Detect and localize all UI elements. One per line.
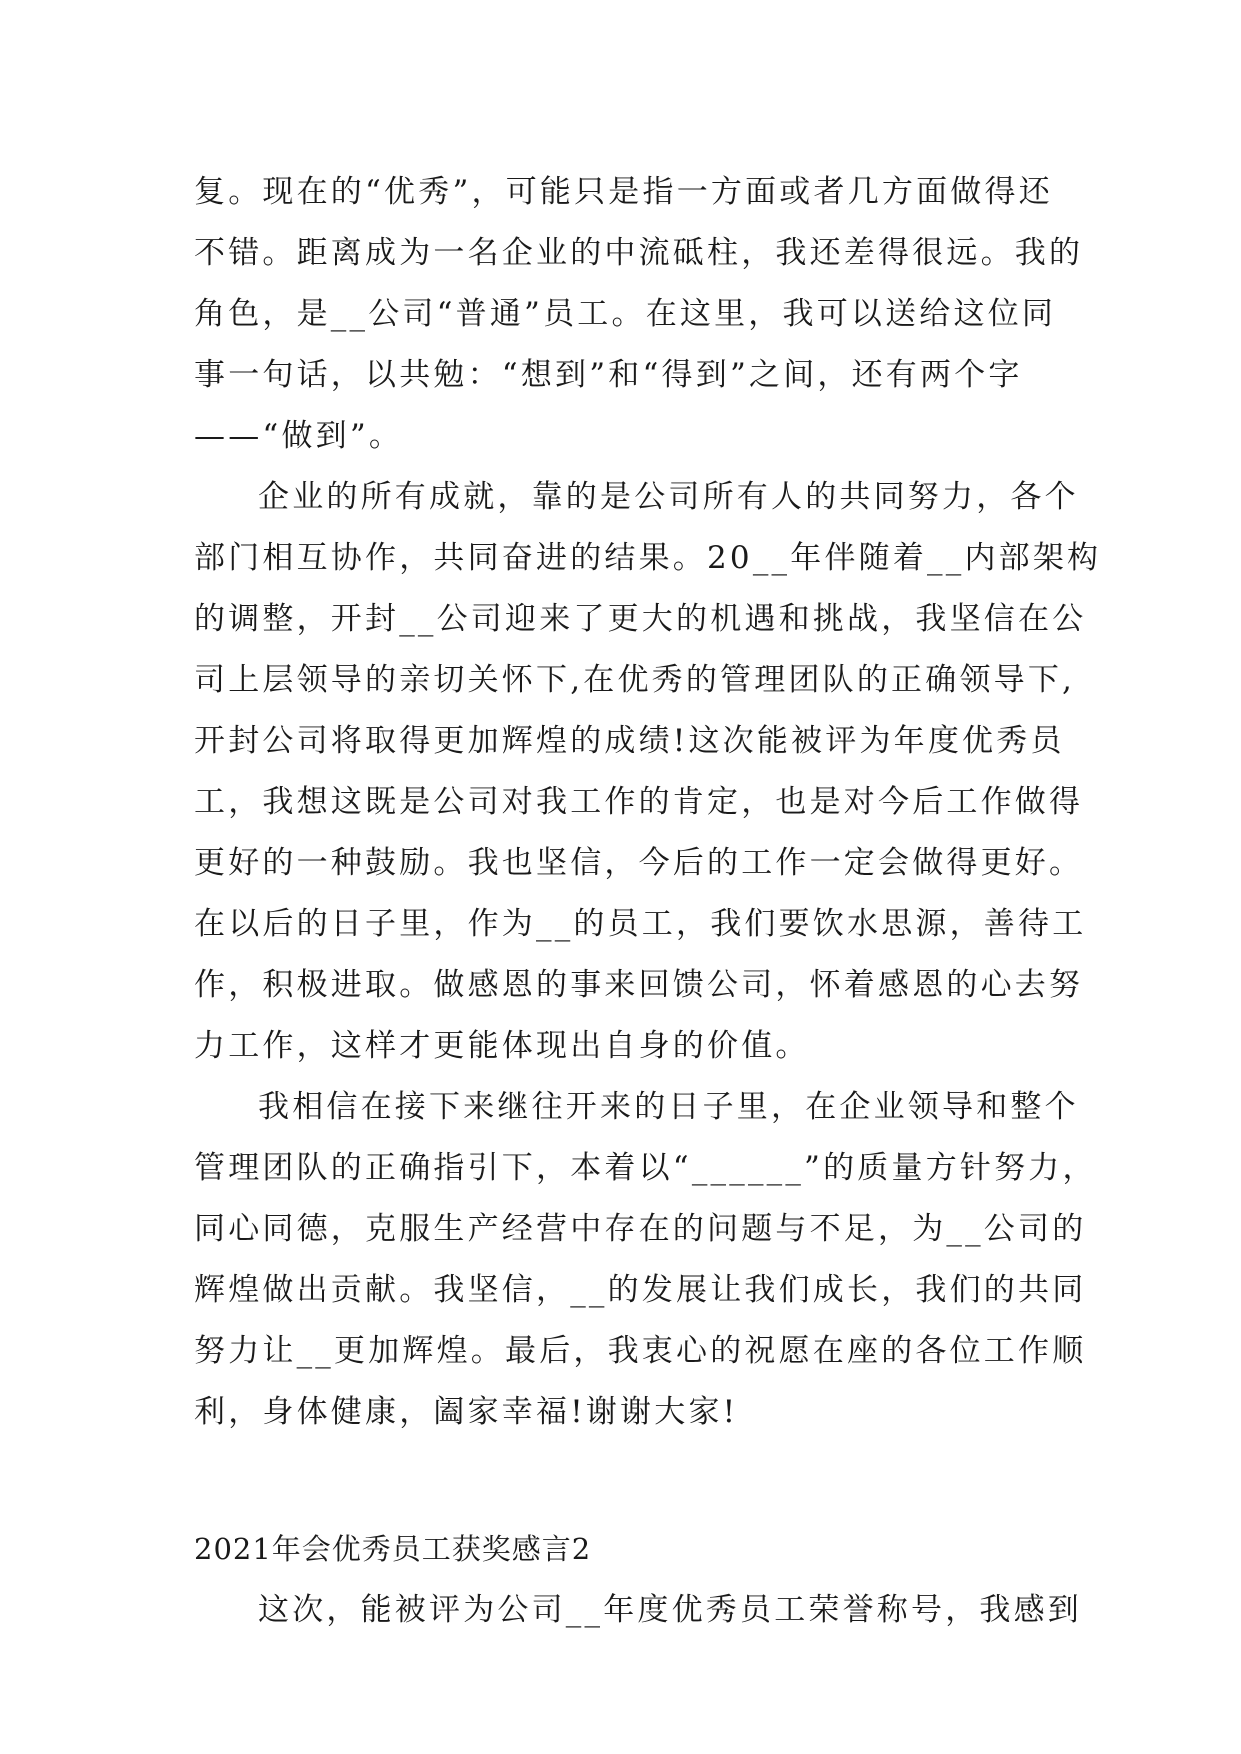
text-line: 开封公司将取得更加辉煌的成绩!这次能被评为年度优秀员 (194, 723, 1065, 759)
text-line: 企业的所有成就，靠的是公司所有人的共同努力，各个 (258, 479, 1079, 515)
paragraph (194, 1077, 1097, 1443)
text-line: 管理团队的正确指引下，本着以“______”的质量方针努力， (194, 1150, 1097, 1186)
spacer (194, 1443, 1054, 1519)
text-line: 事一句话，以共勉：“想到”和“得到”之间，还有两个字 (194, 357, 1023, 393)
section-heading: 2021年会优秀员工获奖感言2 (194, 1532, 592, 1566)
text-line: 作，积极进取。做感恩的事来回馈公司，怀着感恩的心去努 (194, 967, 1084, 1003)
document-body (194, 162, 1102, 1641)
text-line: 部门相互协作，共同奋进的结果。20__年伴随着__内部架构 (194, 540, 1102, 576)
text-line: ——“做到”。 (194, 418, 404, 454)
text-line: 工，我想这既是公司对我工作的肯定，也是对今后工作做得 (194, 784, 1084, 820)
paragraph (194, 1580, 1082, 1641)
text-line: 不错。距离成为一名企业的中流砥柱，我还差得很远。我的 (194, 235, 1084, 271)
text-line: 辉煌做出贡献。我坚信，__的发展让我们成长，我们的共同 (194, 1272, 1087, 1308)
text-line: 复。现在的“优秀”，可能只是指一方面或者几方面做得还 (194, 174, 1053, 210)
text-line: 的调整，开封__公司迎来了更大的机遇和挑战，我坚信在公 (194, 601, 1087, 637)
paragraph (194, 162, 1084, 467)
text-line: 在以后的日子里，作为__的员工，我们要饮水思源，善待工 (194, 906, 1087, 942)
text-line: 力工作，这样才更能体现出自身的价值。 (194, 1028, 810, 1064)
text-line: 司上层领导的亲切关怀下,在优秀的管理团队的正确领导下, (194, 662, 1076, 698)
paragraph (194, 467, 1102, 1077)
text-line: 利，身体健康，阖家幸福!谢谢大家! (194, 1394, 739, 1430)
text-line: 更好的一种鼓励。我也坚信，今后的工作一定会做得更好。 (194, 845, 1084, 881)
text-line: 努力让__更加辉煌。最后，我衷心的祝愿在座的各位工作顺 (194, 1333, 1087, 1369)
text-line: 我相信在接下来继往开来的日子里，在企业领导和整个 (258, 1089, 1079, 1125)
text-line: 这次，能被评为公司__年度优秀员工荣誉称号，我感到 (258, 1592, 1082, 1628)
text-line: 角色，是__公司“普通”员工。在这里，我可以送给这位同 (194, 296, 1057, 332)
text-line: 同心同德，克服生产经营中存在的问题与不足，为__公司的 (194, 1211, 1087, 1247)
